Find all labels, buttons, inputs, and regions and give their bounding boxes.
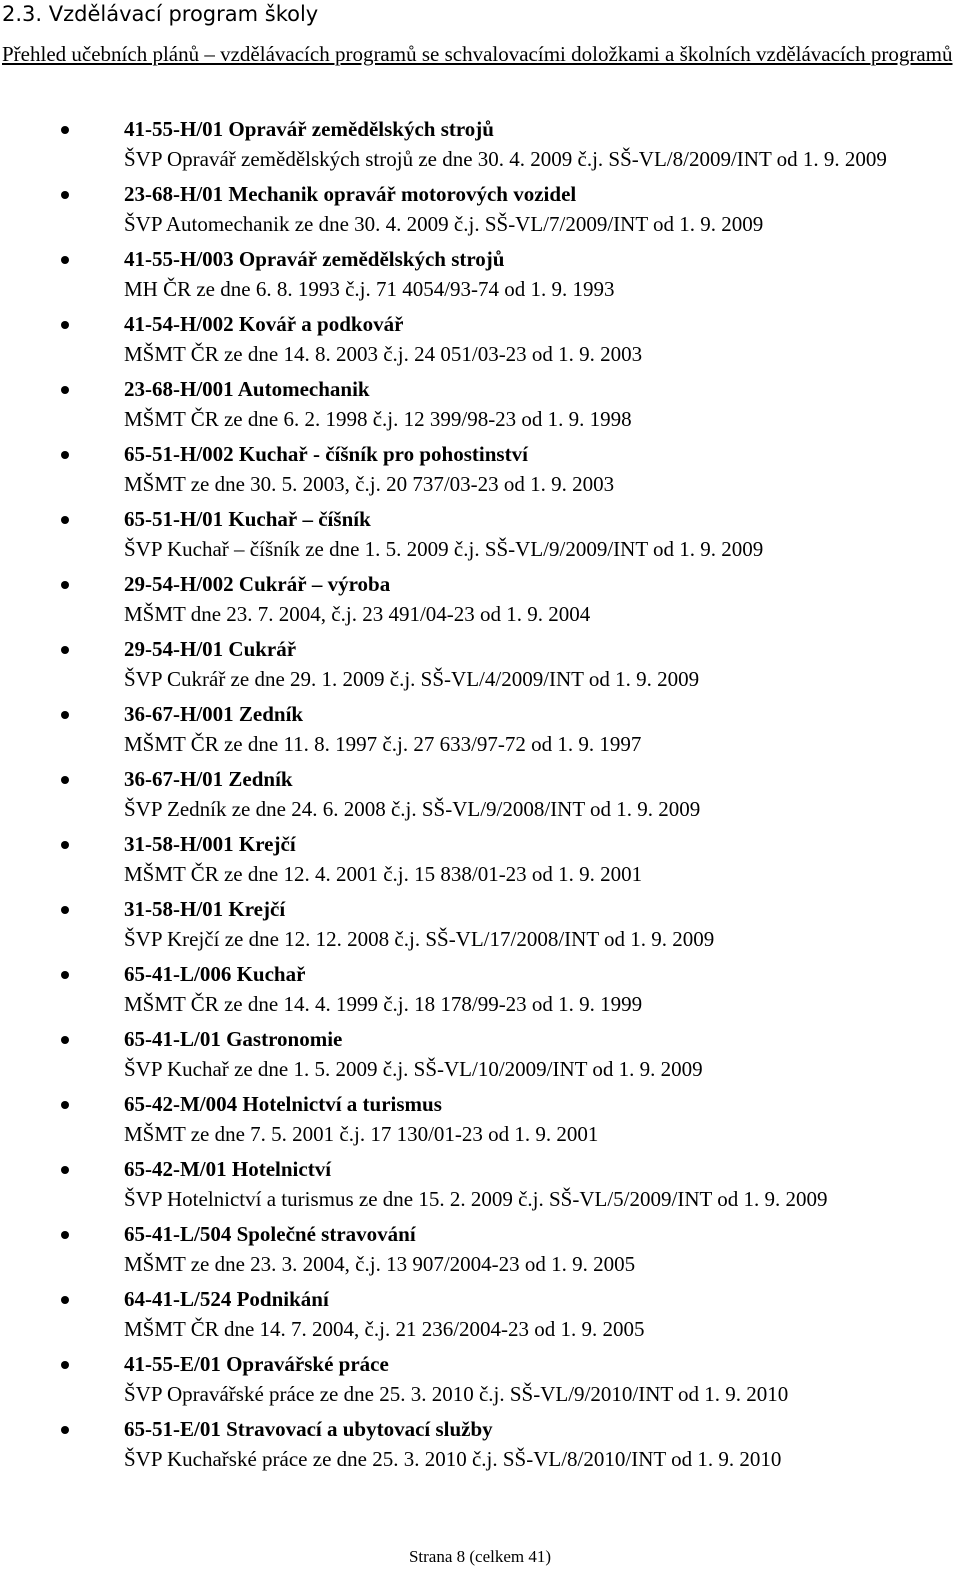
program-title: 41-55-H/003 Opravář zemědělských strojů [124, 247, 505, 271]
program-detail: MŠMT ČR ze dne 14. 4. 1999 č.j. 18 178/99-23 od 1. 9. 1999 [124, 992, 643, 1016]
bullet-icon [61, 1166, 69, 1174]
program-detail: MŠMT dne 23. 7. 2004, č.j. 23 491/04-23 od 1. 9. 2004 [124, 602, 591, 626]
program-title: 29-54-H/01 Cukrář [124, 637, 297, 661]
bullet-icon [61, 1036, 69, 1044]
program-detail: ŠVP Automechanik ze dne 30. 4. 2009 č.j. SŠ-VL/7/2009/INT od 1. 9. 2009 [124, 212, 764, 236]
bullet-icon [61, 1231, 69, 1239]
program-title: 65-42-M/004 Hotelnictví a turismus [124, 1092, 442, 1116]
program-title: 36-67-H/01 Zedník [124, 767, 293, 791]
program-title: 64-41-L/524 Podnikání [124, 1287, 329, 1311]
program-title: 65-51-E/01 Stravovací a ubytovací služby [124, 1417, 493, 1441]
bullet-icon [61, 906, 69, 914]
program-detail: ŠVP Krejčí ze dne 12. 12. 2008 č.j. SŠ-VL/17/2008/INT od 1. 9. 2009 [124, 927, 715, 951]
program-detail: ŠVP Kuchařské práce ze dne 25. 3. 2010 č.j. SŠ-VL/8/2010/INT od 1. 9. 2010 [124, 1447, 782, 1471]
bullet-icon [61, 646, 69, 654]
program-title: 65-42-M/01 Hotelnictví [124, 1157, 332, 1181]
program-detail: MŠMT ČR dne 14. 7. 2004, č.j. 21 236/2004-23 od 1. 9. 2005 [124, 1317, 645, 1341]
program-title: 41-55-H/01 Opravář zemědělských strojů [124, 117, 494, 141]
program-detail: MŠMT ze dne 7. 5. 2001 č.j. 17 130/01-23 od 1. 9. 2001 [124, 1122, 599, 1146]
list-item [0, 829, 960, 889]
program-detail: MŠMT ČR ze dne 6. 2. 1998 č.j. 12 399/98-23 od 1. 9. 1998 [124, 407, 632, 431]
bullet-icon [61, 516, 69, 524]
program-detail: ŠVP Opravář zemědělských strojů ze dne 30. 4. 2009 č.j. SŠ-VL/8/2009/INT od 1. 9. 2009 [124, 147, 887, 171]
program-title: 29-54-H/002 Cukrář – výroba [124, 572, 391, 596]
list-item [0, 179, 960, 239]
bullet-icon [61, 776, 69, 784]
program-detail: MH ČR ze dne 6. 8. 1993 č.j. 71 4054/93-74 od 1. 9. 1993 [124, 277, 615, 301]
program-title: 41-54-H/002 Kovář a podkovář [124, 312, 404, 336]
program-detail: ŠVP Hotelnictví a turismus ze dne 15. 2. 2009 č.j. SŠ-VL/5/2009/INT od 1. 9. 2009 [124, 1187, 828, 1211]
bullet-icon [61, 1296, 69, 1304]
program-detail: ŠVP Opravářské práce ze dne 25. 3. 2010 č.j. SŠ-VL/9/2010/INT od 1. 9. 2010 [124, 1382, 789, 1406]
program-detail: ŠVP Cukrář ze dne 29. 1. 2009 č.j. SŠ-VL/4/2009/INT od 1. 9. 2009 [124, 667, 700, 691]
program-title: 65-51-H/01 Kuchař – číšník [124, 507, 371, 531]
list-item [0, 634, 960, 694]
bullet-icon [61, 581, 69, 589]
program-title: 41-55-E/01 Opravářské práce [124, 1352, 389, 1376]
bullet-icon [61, 971, 69, 979]
program-title: 65-41-L/006 Kuchař [124, 962, 306, 986]
list-item [0, 1219, 960, 1279]
program-detail: MŠMT ze dne 23. 3. 2004, č.j. 13 907/2004-23 od 1. 9. 2005 [124, 1252, 636, 1276]
list-item [0, 959, 960, 1019]
bullet-icon [61, 321, 69, 329]
program-detail: ŠVP Kuchař – číšník ze dne 1. 5. 2009 č.j. SŠ-VL/9/2009/INT od 1. 9. 2009 [124, 537, 764, 561]
program-title: 65-51-H/002 Kuchař - číšník pro pohostinství [124, 442, 528, 466]
program-title: 23-68-H/001 Automechanik [124, 377, 370, 401]
program-title: 31-58-H/001 Krejčí [124, 832, 296, 856]
program-detail: ŠVP Kuchař ze dne 1. 5. 2009 č.j. SŠ-VL/10/2009/INT od 1. 9. 2009 [124, 1057, 703, 1081]
program-detail: MŠMT ČR ze dne 12. 4. 2001 č.j. 15 838/01-23 od 1. 9. 2001 [124, 862, 643, 886]
bullet-icon [61, 711, 69, 719]
bullet-icon [61, 386, 69, 394]
list-item [0, 504, 960, 564]
bullet-icon [61, 256, 69, 264]
list-item [0, 1349, 960, 1409]
list-item [0, 1414, 960, 1474]
bullet-icon [61, 126, 69, 134]
program-list [0, 114, 960, 1479]
program-title: 65-41-L/01 Gastronomie [124, 1027, 343, 1051]
list-item [0, 1284, 960, 1344]
bullet-icon [61, 1426, 69, 1434]
bullet-icon [61, 1101, 69, 1109]
program-title: 31-58-H/01 Krejčí [124, 897, 286, 921]
page-footer: Strana 8 (celkem 41) [408, 1547, 552, 1566]
list-item [0, 894, 960, 954]
program-title: 36-67-H/001 Zedník [124, 702, 304, 726]
program-title: 65-41-L/504 Společné stravování [124, 1222, 416, 1246]
list-item [0, 439, 960, 499]
section-heading: 2.3. Vzdělávací program školy [2, 2, 319, 26]
program-detail: ŠVP Zedník ze dne 24. 6. 2008 č.j. SŠ-VL/9/2008/INT od 1. 9. 2009 [124, 797, 701, 821]
bullet-icon [61, 191, 69, 199]
bullet-icon [61, 1361, 69, 1369]
program-detail: MŠMT ČR ze dne 14. 8. 2003 č.j. 24 051/03-23 od 1. 9. 2003 [124, 342, 643, 366]
list-item [0, 1024, 960, 1084]
intro-text: Přehled učebních plánů – vzdělávacích programů se schvalovacími doložkami a školních vzdělávacích programů [2, 42, 953, 66]
list-item [0, 1089, 960, 1149]
list-item [0, 244, 960, 304]
bullet-icon [61, 451, 69, 459]
program-detail: MŠMT ČR ze dne 11. 8. 1997 č.j. 27 633/97-72 od 1. 9. 1997 [124, 732, 642, 756]
list-item [0, 569, 960, 629]
list-item [0, 699, 960, 759]
list-item [0, 114, 960, 174]
program-title: 23-68-H/01 Mechanik opravář motorových vozidel [124, 182, 577, 206]
list-item [0, 374, 960, 434]
program-detail: MŠMT ze dne 30. 5. 2003, č.j. 20 737/03-23 od 1. 9. 2003 [124, 472, 615, 496]
list-item [0, 309, 960, 369]
bullet-icon [61, 841, 69, 849]
list-item [0, 764, 960, 824]
list-item [0, 1154, 960, 1214]
